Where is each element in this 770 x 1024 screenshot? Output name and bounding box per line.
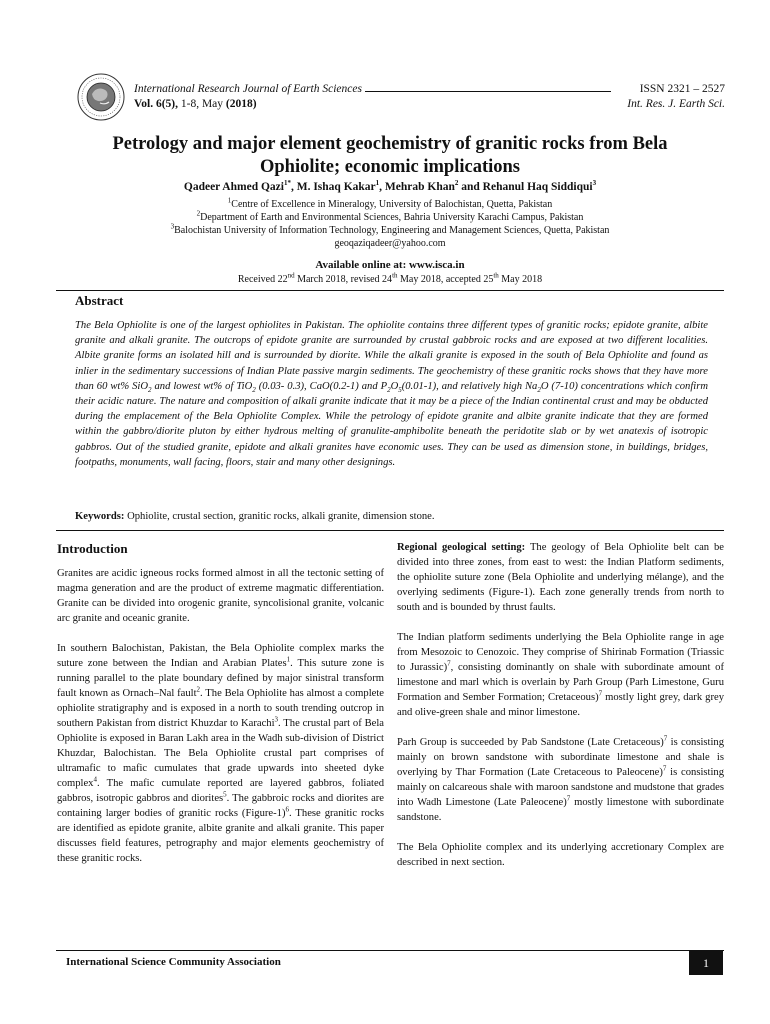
regional-paragraph-3 xyxy=(397,735,724,825)
paragraph-text: . The Bela Ophiolite has almost a complete ophiolite stratigraphy and is exposed in a north to south trending outcrop in southern Pakistan from district Khuzdar to Karachi xyxy=(57,688,384,729)
abstract-text: (0.03- 0.3), CaO(0.2-1) and P xyxy=(255,380,388,392)
journal-logo-icon xyxy=(76,72,126,122)
title-line-1: Petrology and major element geochemistry of granitic rocks from Bela xyxy=(112,134,668,154)
intro-paragraph-2 xyxy=(57,641,384,866)
abstract-body xyxy=(75,318,708,470)
affiliation-text: Balochistan University of Information Technology, Engineering and Management Sciences, Quetta, Pakistan xyxy=(174,225,610,236)
volume-year: (2018) xyxy=(225,98,257,110)
author-separator: , xyxy=(379,181,385,193)
citation: 2 xyxy=(196,685,201,694)
affiliation-number: 1 xyxy=(227,196,232,205)
paragraph-text: . This suture zone is running parallel to the plate boundary defined by major sinistral transform fault known as Ornach–Nal fault xyxy=(57,658,384,699)
citation: 7 xyxy=(598,689,603,698)
paragraph-text: The geology of Bela Ophiolite belt can be divided into three zones, from east to west: the Indian Platform sediments, the ophiolite suture zone (Bela Ophiolite and underlying mélange), and the overlying sediments (Figure-1). Each zone generally trends from north to south and is bounded by thrust faults. xyxy=(397,542,725,613)
author-affiliation-marker: 1 xyxy=(375,179,380,188)
paragraph-text: . These granitic rocks are identified as epidote granite, albite granite and alkali granite. This paper discusses field features, petrography and major elements geochemistry of these granitic rocks. xyxy=(57,808,384,864)
volume-pages: 1-8, May xyxy=(177,98,226,110)
subscript: 2 xyxy=(537,385,541,394)
abstract-text: (0.01-1), and relatively high Na xyxy=(401,380,538,392)
right-column xyxy=(397,540,724,870)
paragraph-text: mostly limestone with subordinate sandstone. xyxy=(397,797,724,823)
author-name: Mehrab Khan xyxy=(384,181,455,193)
received-dates xyxy=(60,271,720,285)
affiliation-1 xyxy=(60,198,720,211)
citation: 7 xyxy=(663,734,668,743)
citation: 1 xyxy=(286,655,291,664)
author-list xyxy=(60,181,720,193)
author-affiliation-marker: 1* xyxy=(283,179,291,188)
available-online: Available online at: www.isca.in xyxy=(315,259,465,271)
affiliation-number: 2 xyxy=(196,209,201,218)
footer-label: International Science Community Association xyxy=(66,956,281,968)
revised-text: March 2018, revised 24 xyxy=(294,274,393,285)
accepted-year: May 2018 xyxy=(498,274,543,285)
citation: 7 xyxy=(447,659,451,668)
subscript: 2 xyxy=(252,385,256,394)
corresponding-email: geoqaziqadeer@yahoo.com xyxy=(334,238,446,249)
issn: ISSN 2321 – 2527 xyxy=(639,83,725,95)
author-name: Qadeer Ahmed Qazi xyxy=(183,181,284,193)
author-name: Rehanul Haq Siddiqui xyxy=(482,181,593,193)
author-affiliation-marker: 3 xyxy=(592,179,597,188)
ordinal-suffix: th xyxy=(392,271,398,280)
regional-setting-heading: Regional geological setting: xyxy=(397,542,526,553)
divider xyxy=(56,290,724,291)
journal-abbreviation: Int. Res. J. Earth Sci. xyxy=(627,98,725,110)
title-line-2: Ophiolite; economic implications xyxy=(259,157,520,177)
introduction-heading: Introduction xyxy=(57,541,128,556)
ordinal-suffix: nd xyxy=(287,271,295,280)
subscript: 5 xyxy=(398,385,402,394)
citation: 7 xyxy=(662,764,667,773)
accepted-text: May 2018, accepted 25 xyxy=(397,274,494,285)
citation: 3 xyxy=(274,715,279,724)
citation: 4 xyxy=(93,775,97,784)
regional-paragraph-4: The Bela Ophiolite complex and its underlying accretionary Complex are described in next section. xyxy=(397,842,724,868)
author-name: M. Ishaq Kakar xyxy=(296,181,376,193)
abstract-text: O (7-10) concentrations which confirm their acidic nature. The nature and composition of alkali granite indicate that it may be a piece of the Indian continental crust and may be obducted during the emplacement of the Bela Ophiolite Complex. While the petrology of epidote granite and albite granite indicate that they are formed within the gabbro/diorite pluton by either hydrous melting of granulite-amphibolite beneath the peridotite slab or by wet anatexis of isotropic gabbros. Out of the studied granite, epidote and alkali granites have economic uses. They can be used as dimension stone, in buildings, bridges, footpaths, monuments, wall facing, floors, stair and many other designings. xyxy=(75,380,708,468)
paragraph-text: . The gabbroic rocks and diorites are containing larger bodies of granitic rocks (Figure-1) xyxy=(57,793,384,819)
abstract-text: O xyxy=(390,380,399,392)
keywords-text: Ophiolite, crustal section, granitic rocks, alkali granite, dimension stone. xyxy=(124,511,435,522)
paragraph-text: . The mafic cumulate reported are layered gabbros, foliated gabbros, isotropic gabbros and diorites xyxy=(57,778,384,804)
volume-number: Vol. 6(5), xyxy=(134,98,178,110)
affiliation-3 xyxy=(60,224,720,237)
subscript: 2 xyxy=(387,385,391,394)
abstract-text: The Bela Ophiolite is one of the largest ophiolites in Pakistan. The ophiolite contains three different types of granitic rocks; epidote granite, albite granite and alkali granite. The outcrops of epidote granite are surrounded by crustal gabbroic rocks and are exposed at two different localities. Albite granite forms an isolated hill and is surrounded by diorite. While the alkali granite is exposed in the south of Bela Ophiolite and found as inlier in the sedimentary successions of Indian Plate passive margin sediments. The geochemistry of these granitic rocks shows that they have more than 60 wt% SiO xyxy=(75,320,708,392)
author-separator: and xyxy=(458,181,483,193)
abstract-heading: Abstract xyxy=(75,293,124,308)
paragraph-text: , consisting dominantly on shale with subordinate amount of limestone and marl which is overlain by Parh Group (Parh Limestone, Guru Formation and Sember Formation; Cretaceous) xyxy=(397,662,724,703)
intro-paragraph-1: Granites are acidic igneous rocks formed almost in all the tectonic setting of magma generation and are the product of extreme magmatic differentiation. Granite can be divided into orogenic granite, syncolisional granite, volcanic arc granite and oceanic granite. xyxy=(57,568,384,624)
regional-paragraph-2 xyxy=(397,630,724,720)
regional-paragraph-1 xyxy=(397,540,724,615)
keywords-label: Keywords: xyxy=(75,511,125,522)
author-separator: , xyxy=(290,181,297,193)
left-column xyxy=(57,540,384,866)
paragraph-text: The Indian platform sediments underlying the Bela Ophiolite range in age from Mesozoic to Cenozoic. They comprise of Shirinab Formation (Triassic to Jurassic) xyxy=(397,632,724,673)
journal-header xyxy=(134,82,634,97)
citation: 6 xyxy=(285,805,289,814)
subscript: 2 xyxy=(148,385,152,394)
citation: 7 xyxy=(566,794,571,803)
paragraph-text: . The crustal part of Bela Ophiolite is exposed in Baran Lakh area in the Wadh sub-division of District Khuzdar, Balochistan. The Bela Ophiolite crustal part comprises of ultramafic to mafic cumulates that grade upwards into sheeted dyke complex xyxy=(57,718,384,789)
paragraph-text: is consisting mainly on calcareous shale with maroon sandstone and mudstone that grades into Wadh Limestone (Late Paleocene) xyxy=(397,767,725,808)
paper-title xyxy=(60,133,720,179)
affiliation-number: 3 xyxy=(170,222,175,231)
ordinal-suffix: th xyxy=(493,271,499,280)
paragraph-text: Parh Group is succeeded by Pab Sandstone (Late Cretaceous) xyxy=(397,737,664,748)
journal-name: International Research Journal of Earth Sciences xyxy=(134,83,362,95)
citation: 5 xyxy=(223,790,227,799)
affiliation-text: Department of Earth and Environmental Sciences, Bahria University Karachi Campus, Pakistan xyxy=(200,212,584,223)
paragraph-text: is consisting mainly on brown sandstone with subordinate limestone and shale is overlying by Thar Formation (Late Cretaceous to Paleocene) xyxy=(397,737,725,778)
received-text: Received 22 xyxy=(237,274,288,285)
paragraph-text: In southern Balochistan, Pakistan, the Bela Ophiolite complex marks the suture zone between the Indian and Arabian Plates xyxy=(57,643,384,669)
volume-info xyxy=(134,97,257,112)
affiliation-2 xyxy=(60,211,720,224)
abstract-text: and lowest wt% of TiO xyxy=(151,380,253,392)
header-rule xyxy=(365,82,611,92)
affiliation-text: Centre of Excellence in Mineralogy, University of Balochistan, Quetta, Pakistan xyxy=(231,199,553,210)
paragraph-text: mostly light grey, dark grey and olive-green shale and minor limestone. xyxy=(397,692,724,718)
author-affiliation-marker: 2 xyxy=(454,179,459,188)
divider xyxy=(56,530,724,531)
keywords xyxy=(75,511,708,522)
page-number: 1 xyxy=(689,951,723,975)
